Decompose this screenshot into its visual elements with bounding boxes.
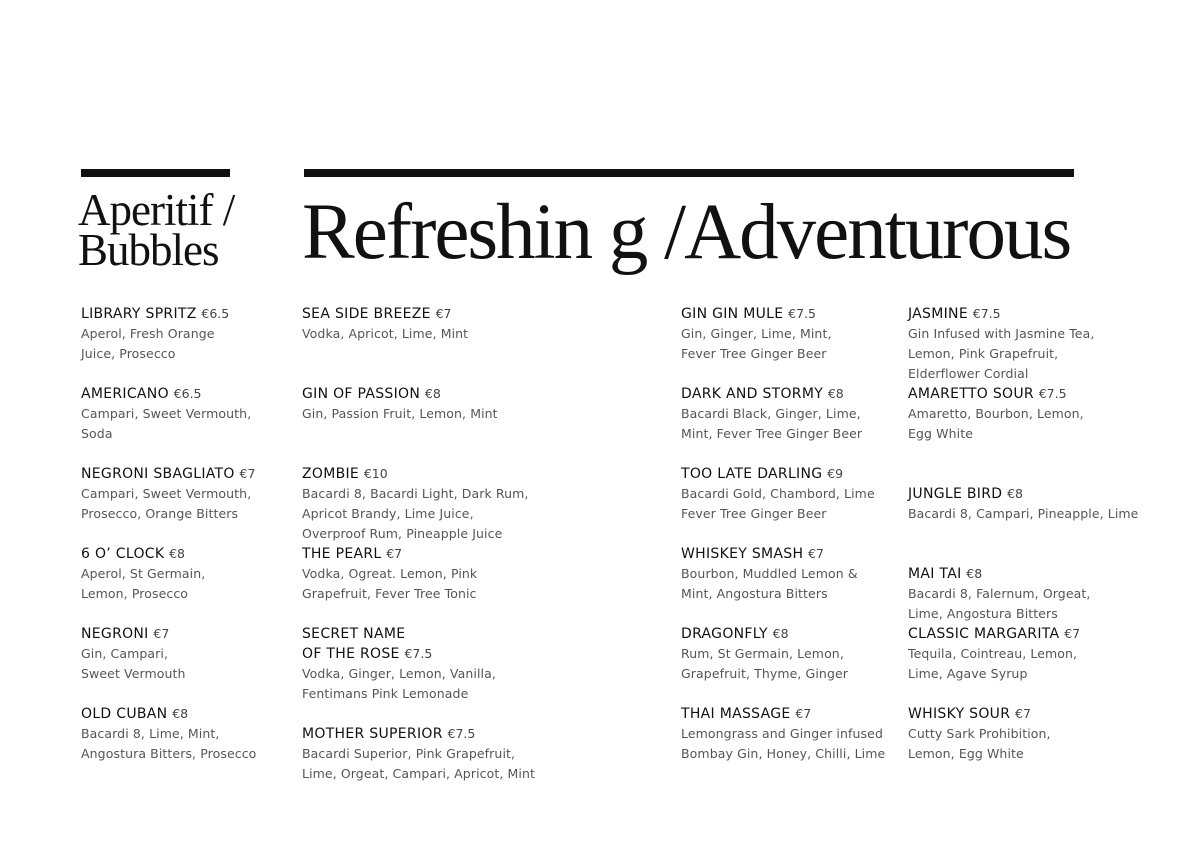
menu-item: [302, 464, 535, 544]
menu-item: [681, 464, 885, 544]
menu-item: [908, 624, 1138, 704]
item-name: AMARETTO SOUR: [908, 386, 1034, 402]
item-name: LIBRARY SPRITZ: [81, 306, 197, 322]
item-name-line: [302, 384, 535, 404]
menu-column-refreshing-1: [302, 304, 535, 804]
item-name: AMERICANO: [81, 386, 169, 402]
item-name: THAI MASSAGE: [681, 706, 791, 722]
menu-item: [81, 544, 256, 624]
menu-item: [908, 384, 1138, 484]
menu-column-aperitif: [81, 304, 256, 784]
item-price: €7: [1015, 706, 1031, 721]
item-name-line: [908, 624, 1138, 644]
item-name: 6 O’ CLOCK: [81, 546, 165, 562]
menu-item: [681, 544, 885, 624]
item-price: €9: [827, 466, 844, 481]
aperitif-heading-line2: Bubbles: [78, 225, 219, 275]
menu-item: [681, 304, 885, 384]
menu-item: [302, 724, 535, 804]
item-price: €7: [239, 466, 256, 481]
item-name-line: [81, 384, 256, 404]
item-description: Cutty Sark Prohibition, Lemon, Egg White: [908, 726, 1051, 761]
item-name-line: [681, 384, 885, 404]
item-price: €7.5: [404, 646, 433, 661]
item-price: €8: [772, 626, 789, 641]
item-description: Campari, Sweet Vermouth, Soda: [81, 406, 252, 441]
item-price: €8: [1007, 486, 1024, 501]
item-name-line: [302, 304, 535, 324]
item-price: €7: [435, 306, 452, 321]
item-name-line: [302, 544, 535, 564]
item-description: Aperol, Fresh Orange Juice, Prosecco: [81, 326, 215, 361]
item-price: €8: [827, 386, 844, 401]
item-price: €8: [966, 566, 983, 581]
item-price: €7: [1064, 626, 1081, 641]
item-name-line: [302, 624, 535, 644]
item-price: €7: [808, 546, 824, 561]
item-price: €7: [386, 546, 403, 561]
menu-item: [681, 624, 885, 704]
menu-item: [908, 704, 1138, 784]
menu-item: [81, 304, 256, 384]
item-name: CLASSIC MARGARITA: [908, 626, 1060, 642]
item-name-line: [81, 544, 256, 564]
item-name-line: [681, 304, 885, 324]
item-name-line: [908, 484, 1138, 504]
item-name: DARK AND STORMY: [681, 386, 824, 402]
item-name: WHISKY SOUR: [908, 706, 1011, 722]
item-price: €7: [795, 706, 812, 721]
item-name-line: [681, 624, 885, 644]
item-description: Amaretto, Bourbon, Lemon, Egg White: [908, 406, 1084, 441]
item-price: €6.5: [201, 306, 230, 321]
item-name: WHISKEY SMASH: [681, 546, 804, 562]
item-description: Gin Infused with Jasmine Tea, Lemon, Pink Grapefruit, Elderflower Cordial: [908, 326, 1095, 381]
menu-item: [908, 564, 1138, 624]
item-name: MOTHER SUPERIOR: [302, 726, 443, 742]
item-description: Campari, Sweet Vermouth, Prosecco, Orange Bitters: [81, 486, 252, 521]
aperitif-heading-line1: Aperitif /: [78, 185, 235, 235]
item-price: €8: [172, 706, 189, 721]
item-description: Bacardi Black, Ginger, Lime, Mint, Fever Tree Ginger Beer: [681, 406, 863, 441]
item-name: DRAGONFLY: [681, 626, 768, 642]
item-description: Bacardi Gold, Chambord, Lime Fever Tree Ginger Beer: [681, 486, 875, 521]
item-description: Vodka, Ogreat. Lemon, Pink Grapefruit, Fever Tree Tonic: [302, 566, 478, 601]
item-name-line: [81, 304, 256, 324]
item-name: MAI TAI: [908, 566, 962, 582]
item-name: JASMINE: [908, 306, 968, 322]
item-description: Bacardi 8, Lime, Mint, Angostura Bitters, Prosecco: [81, 726, 257, 761]
item-description: Lemongrass and Ginger infused Bombay Gin, Honey, Chilli, Lime: [681, 726, 886, 761]
item-description: Vodka, Ginger, Lemon, Vanilla, Fentimans Pink Lemonade: [302, 666, 496, 701]
item-name-continued: OF THE ROSE: [302, 646, 400, 662]
menu-item: [81, 464, 256, 544]
item-name: JUNGLE BIRD: [908, 486, 1003, 502]
item-name-line: [908, 704, 1138, 724]
item-name-line: [681, 704, 885, 724]
item-name-line: [81, 704, 256, 724]
menu-item: [681, 704, 885, 784]
item-name: OLD CUBAN: [81, 706, 168, 722]
item-description: Rum, St Germain, Lemon, Grapefruit, Thyme, Ginger: [681, 646, 849, 681]
item-name-line: [908, 304, 1138, 324]
menu-item: [302, 544, 535, 624]
item-name: GIN GIN MULE: [681, 306, 784, 322]
main-heading-rule: [304, 169, 1074, 177]
item-name: SECRET NAME: [302, 626, 406, 642]
item-name-line: [681, 544, 885, 564]
item-name: NEGRONI SBAGLIATO: [81, 466, 235, 482]
item-description: Tequila, Cointreau, Lemon, Lime, Agave Syrup: [908, 646, 1078, 681]
menu-column-refreshing-2: [681, 304, 885, 784]
item-name: ZOMBIE: [302, 466, 360, 482]
item-price: €7.5: [1038, 386, 1067, 401]
item-price: €6.5: [173, 386, 202, 401]
item-description: Bacardi 8, Falernum, Orgeat, Lime, Angostura Bitters: [908, 586, 1091, 621]
item-name-line: [81, 624, 256, 644]
item-price: €7.5: [447, 726, 476, 741]
item-price: €8: [169, 546, 186, 561]
menu-item: [681, 384, 885, 464]
menu-item: [302, 384, 535, 464]
item-name: SEA SIDE BREEZE: [302, 306, 431, 322]
item-description: Bacardi Superior, Pink Grapefruit, Lime, Orgeat, Campari, Apricot, Mint: [302, 746, 536, 781]
item-name-line: [81, 464, 256, 484]
item-name-line: [908, 564, 1138, 584]
item-name-line-2: [302, 644, 535, 664]
item-name-line: [681, 464, 885, 484]
item-description: Bacardi 8, Campari, Pineapple, Lime: [908, 506, 1139, 521]
menu-item: [81, 624, 256, 704]
item-name: GIN OF PASSION: [302, 386, 421, 402]
item-name-line: [302, 724, 535, 744]
item-description: Aperol, St Germain, Lemon, Prosecco: [81, 566, 206, 601]
left-heading-rule: [81, 169, 230, 177]
item-name: TOO LATE DARLING: [681, 466, 823, 482]
item-description: Bacardi 8, Bacardi Light, Dark Rum, Apricot Brandy, Lime Juice, Overproof Rum, Pineapple Juice: [302, 486, 529, 541]
item-name-line: [302, 464, 535, 484]
item-name-line: [908, 384, 1138, 404]
item-description: Gin, Campari, Sweet Vermouth: [81, 646, 186, 681]
item-price: €10: [363, 466, 388, 481]
item-name: THE PEARL: [302, 546, 382, 562]
menu-item: [81, 384, 256, 464]
menu-item: [908, 304, 1138, 384]
item-price: €7: [153, 626, 170, 641]
item-price: €7.5: [788, 306, 816, 321]
item-description: Vodka, Apricot, Lime, Mint: [302, 326, 469, 341]
menu-item: [908, 484, 1138, 564]
item-description: Gin, Passion Fruit, Lemon, Mint: [302, 406, 498, 421]
item-name: NEGRONI: [81, 626, 149, 642]
menu-item: [302, 304, 535, 384]
item-price: €7.5: [972, 306, 1001, 321]
item-price: €8: [424, 386, 441, 401]
item-description: Bourbon, Muddled Lemon & Mint, Angostura Bitters: [681, 566, 858, 601]
aperitif-bubbles-heading: [78, 185, 235, 275]
menu-item: [81, 704, 256, 784]
item-description: Gin, Ginger, Lime, Mint, Fever Tree Ginger Beer: [681, 326, 832, 361]
menu-item: [302, 624, 535, 724]
refreshing-adventurous-heading: Refreshin g /Adventurous: [302, 189, 1071, 276]
menu-column-adventurous: [908, 304, 1138, 784]
